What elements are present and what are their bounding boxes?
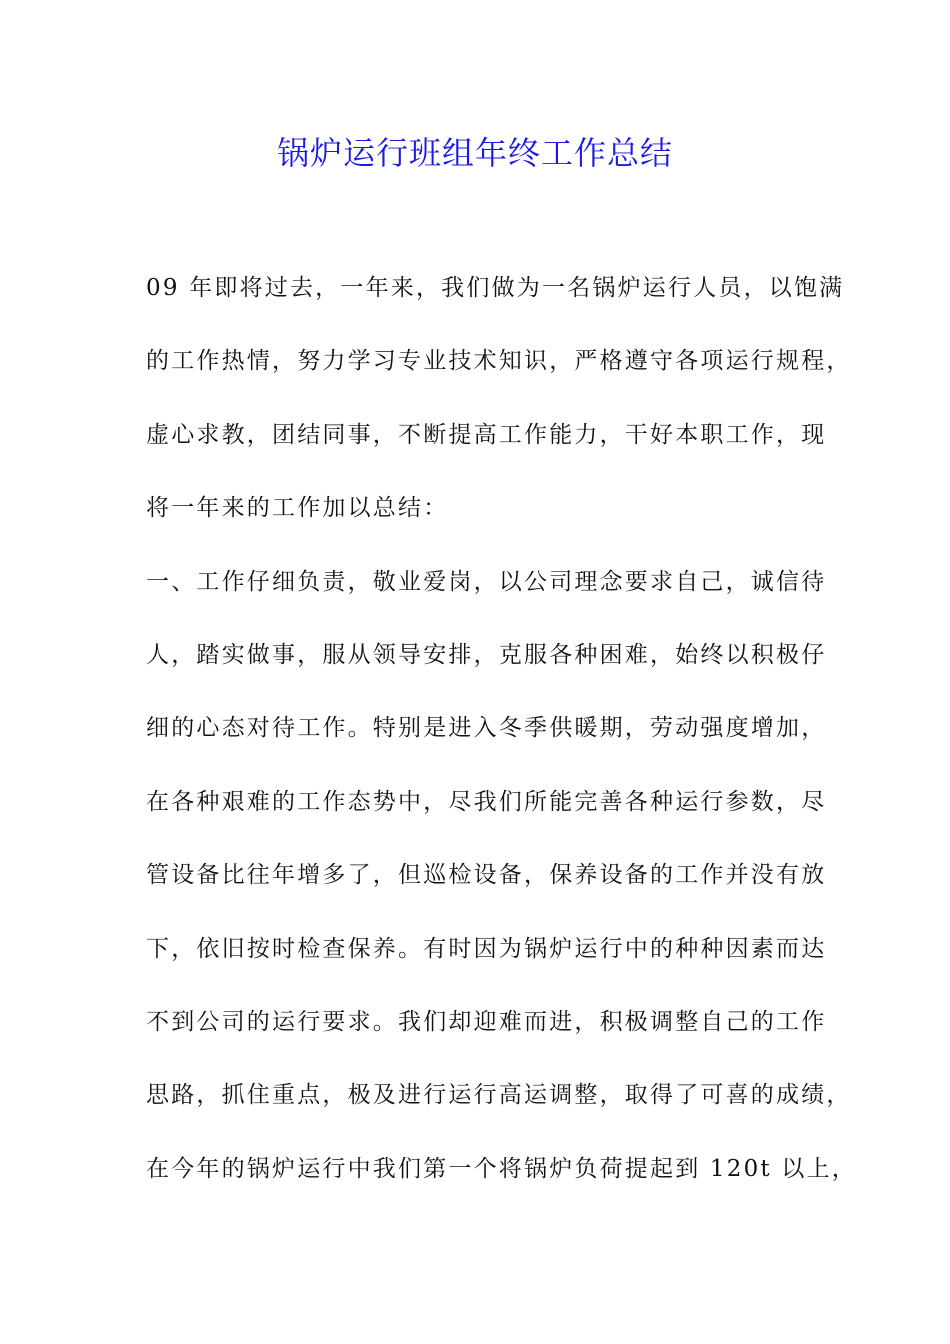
- body-line: 管设备比往年增多了，但巡检设备，保养设备的工作并没有放: [146, 862, 827, 889]
- document-body: [146, 263, 857, 1217]
- body-line: 一、工作仔细负责，敬业爱岗，以公司理念要求自己，诚信待: [146, 568, 827, 595]
- body-line: 下，依旧按时检查保养。有时因为锅炉运行中的种种因素而达: [146, 935, 827, 962]
- body-line: 在各种艰难的工作态势中，尽我们所能完善各种运行参数，尽: [146, 788, 827, 815]
- body-line: 不到公司的运行要求。我们却迎难而进，积极调整自己的工作: [146, 1008, 827, 1035]
- body-line: 细的心态对待工作。特别是进入冬季供暖期，劳动强度增加，: [146, 715, 827, 742]
- body-line: 虚心求教，团结同事，不断提高工作能力，干好本职工作，现: [146, 421, 827, 448]
- body-line: 人，踏实做事，服从领导安排，克服各种困难，始终以积极仔: [146, 641, 827, 668]
- body-line: 的工作热情，努力学习专业技术知识，严格遵守各项运行规程，: [146, 348, 852, 375]
- body-line: 思路，抓住重点，极及进行运行高运调整，取得了可喜的成绩，: [146, 1082, 852, 1109]
- body-line: 将一年来的工作加以总结：: [146, 495, 449, 522]
- body-line: 在今年的锅炉运行中我们第一个将锅炉负荷提起到 120t 以上，: [146, 1155, 857, 1182]
- document-title: 锅炉运行班组年终工作总结: [276, 134, 673, 172]
- body-line: 09 年即将过去，一年来，我们做为一名锅炉运行人员，以饱满: [146, 275, 845, 301]
